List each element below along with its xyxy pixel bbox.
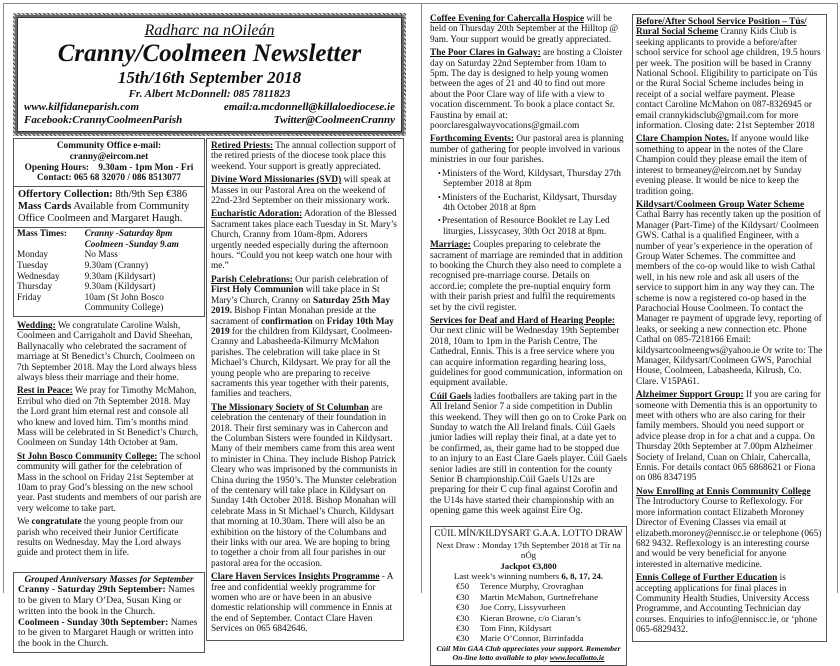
body-text: for the children from Kildysart, Coolmeen-Cranny and Labasheeda-Kilmurry McMahon parishes. The celebration will take place in St Michael’s Church, Kildysart. We pray for all the young people who are preparing to receive sacraments this year together with their parents, families and teachers.	[211, 326, 393, 400]
column-three	[430, 14, 627, 666]
article-heading: Ennis College of Further Education	[636, 573, 778, 584]
body-text: Our pastoral area is planning number of gathering for people involved in various ministries in our four parishes.	[430, 134, 624, 166]
event-item: • Ministers of the Word, Kildysart, Thursday 27th September 2018 at 8pm	[438, 169, 627, 190]
office-hours: Opening Hours: 9.30am - 1pm Mon - Fri	[24, 162, 194, 173]
lotto-footer-text: Cúil Mín GAA Club appreciates your support. Remember On-line lotto available to play	[436, 643, 621, 663]
body-text: Available from Community Office Coolmeen and Margaret Haugh.	[18, 201, 190, 225]
body-text: will take place in St Mary’s Church, Cranny on	[211, 285, 380, 306]
mass-time-row	[17, 250, 201, 261]
irish-title: Radharc na nOileán	[144, 22, 275, 39]
lotto-next-draw: Next Draw : Monday 17th September 2018 at Tír na nÓg	[436, 539, 621, 561]
article	[636, 200, 823, 387]
winner-name: Marie O’Connor, Birrinfadda	[480, 633, 584, 644]
community-office-box	[13, 138, 205, 187]
body-text: The Introductory Course to Reflexology. For more information contact Elizabeth Moroney Director of Evening Classes via email at elizabeth.moroney@enniscc.ie or telephone (065) 682 9432. Reflexology is an interesting course and would be very beneficial for anyone interested in alternative medicine.	[636, 497, 822, 570]
article-heading: Retired Priests:	[211, 141, 274, 151]
anniversary-item	[18, 618, 200, 650]
bold-text: congratulate	[31, 517, 82, 528]
prize-amount: €50	[456, 581, 470, 592]
prize-amount: €30	[456, 622, 470, 633]
mass-times-label: Mass Times:	[17, 229, 68, 240]
prize-amount: €30	[456, 602, 470, 613]
lotto-winner	[456, 613, 623, 623]
winner-name: Tom Finn, Kildysart	[480, 622, 552, 633]
article-heading: Clare Champion Notes.	[636, 134, 730, 145]
article-heading: The Poor Clares in Galway:	[430, 48, 541, 59]
mass-time: 10am (St John Bosco Community College)	[84, 292, 164, 314]
mass-time: 9.30am (Kildysart)	[84, 282, 156, 293]
left-page-content	[13, 13, 406, 653]
article	[430, 134, 627, 165]
body-text: ladies footballers are taking part in the All Ireland Senior 7 a side competition in Dublin this weekend. They will then go on to Croke Park on Sunday to watch the All Ireland finals. Cúil Gaels junior ladies will replay their final, at a date yet to be confirmed, as, their game had to be stopped due to an injury to an East Clare Gaels player. Cúil Gaels senior ladies are still in contention for the county Senior B championship.Cúil Gaels U12s are preparing for their C cup final against Corofin and the U14s have started their championship with an opening game this week against Eire Og.	[430, 391, 627, 517]
priest-contact: Fr. Albert McDonnell: 085 7811823	[128, 88, 291, 100]
locallotto-link[interactable]: www.locallotto.ie	[549, 653, 605, 663]
lotto-footer	[434, 644, 623, 663]
office-email: Community Office e-mail: cranny@eircom.net	[56, 141, 162, 162]
twitter-link[interactable]: Twitter@CoolmeenCranny	[273, 114, 395, 126]
mass-time-row	[17, 261, 201, 272]
website-link[interactable]: www.kilfidaneparish.com	[24, 101, 140, 113]
left-column-articles	[13, 317, 205, 566]
body-text: We	[17, 517, 32, 528]
lotto-box	[430, 526, 627, 666]
lotto-winners	[434, 581, 623, 643]
article-heading: Clare Haven Services Insights Programme	[211, 572, 380, 583]
article	[17, 386, 202, 448]
lotto-jackpot: Jackpot €3,800	[500, 560, 557, 571]
article	[17, 452, 202, 514]
body-text: If anyone would like something to appear in the notes of the Clare Champion could they please email the item of interest to brmeaney@eircom.net by Sunday evening please. It would be nice to keep the tradition going.	[636, 134, 809, 197]
article	[211, 209, 399, 271]
body-text: If you are caring for someone with Dementia this is an opportunity to meet with others who are also caring for their family members. Should you need support or advice please drop in for a chat and a cuppa. On Thursday 20th September at 7.00pm Alzheimer Society of Ireland, Cuan on Chlair, Cahercalla, Ennis. For details contact 065 6868621 or Fiona on 086 8347195	[636, 390, 821, 484]
body-text: The school community will gather for the celebration of Mass in the school on Friday 21st September at 10am to pray God’s blessing on the new school year. Past students and members of our parish are very welcome to take part.	[17, 451, 202, 514]
newsletter-title: Cranny/Coolmeen Newsletter	[57, 40, 362, 67]
body-text: Our next clinic will be Wednesday 19th September 2018, 10am to 1pm in the Parish Centre, The Cathedral, Ennis. This is a free service where you can acquire information regarding hearing loss, guidelines for good communication, information on equipment available.	[430, 326, 623, 389]
article	[430, 240, 627, 313]
body-text: are hosting a Cloister day on Saturday 22nd September from 10am to 5pm. The day is designed to help young women between the ages of 21 and 40 to find out more about the Poor Clare way of life with a view to vocation discernment. To book a place contact Sr. Faustina by email at: poorclaresgalwayvocations@gmail.com	[430, 48, 623, 132]
article-heading: Divine Word Missionaries (SVD)	[211, 175, 342, 186]
body-text: the young people from our parish who received their Junior Certificate results on Wednesday. May the Lord always guide and protect them in life.	[17, 517, 184, 559]
mass-times-table	[17, 229, 201, 314]
lotto-winner	[456, 633, 623, 643]
article	[211, 141, 399, 172]
prize-amount: €30	[456, 591, 470, 602]
article-heading: Parish Celebrations:	[211, 274, 293, 285]
body-text: Adoration of the Blessed Sacrament takes place each Tuesday in St. Mary’s Church, Cranny from 10am-8pm. Adorers urgently needed especially during the afternoon hours. “Could you not keep watch one hour with me.”	[211, 209, 397, 272]
lotto-winner	[456, 602, 623, 612]
lotto-winner	[456, 623, 623, 633]
mass-time: 9.30am (Cranny)	[84, 260, 149, 271]
article	[636, 17, 823, 131]
bold-text: Friday 10th May 2019	[211, 316, 394, 337]
weekend-mass-coolmeen: Coolmeen -Sunday 9.am	[84, 239, 179, 250]
article-heading: Services for Deaf and Hard of Hearing People:	[430, 315, 615, 326]
article	[211, 175, 399, 206]
newsletter-date: 15th/16th September 2018	[117, 68, 302, 87]
article-heading: Forthcoming Events:	[430, 134, 514, 145]
body-text: 8th/9th Sep €386	[112, 189, 188, 201]
winner-name: Terence Murphy, Crovraghan	[480, 581, 584, 592]
body-text: Names to be given to Margaret Haugh or written into the book in the Church.	[18, 616, 198, 650]
column-four-box	[632, 14, 827, 642]
body-text: will be held on Thursday 20th September at the Hilltop @ 9am. Your support would be greatly appreciated.	[430, 14, 619, 45]
right-page-content	[430, 14, 827, 666]
mass-time-row	[17, 293, 201, 314]
winning-numbers: 6, 8, 17, 24.	[561, 570, 604, 581]
column-three-articles	[430, 14, 627, 520]
body-text: are celebration the centenary of their foundation in 2018. Their first seminary was in Cahercon and the Columban Sisters were founded in Kildysart. Many of their members came from this area went to minister in China. They include Bishop Patrick Cleary who was imprisoned by the communists in China during the 1950’s. The Munster celebration of the centenary will take place in Kildysart on Sunday 14th October 2018. Bishop Monahan will celebrate Mass in St Michael’s Church, Kildysart that morning at 10.30am. There will also be an exhibition on the history of the Columbans and their links with our area. We are hoping to bring to together a choir from all four parishes in our pastoral area for the occasion.	[211, 402, 398, 569]
body-text: We congratulate Caroline Walsh, Coolmeen and Carrigaholt and David Sheehan, Ballynacally who celebrated the sacrament of marriage at St Benedict’s Church, Coolmeen on 7th September 2018. May the Lord always bless always bless their marriage and their home.	[17, 320, 197, 383]
body-text: Couples preparing to celebrate the sacrament of marriage are reminded that in addition to booking the Church they also need to complete a recognised pre-marriage course. Details on accord.ie; complete the pre-nuptial enquiry form with their parish priest and fulfil the requirements set by the civil register.	[430, 240, 623, 313]
mass-day: Friday	[17, 292, 42, 303]
article	[211, 275, 399, 400]
numbers-label: Last week’s winning numbers	[453, 570, 562, 581]
article-heading: Wedding:	[17, 320, 56, 331]
bold-text: First Holy Communion	[211, 285, 304, 296]
article-heading: Coffee Evening for Cahercalla Hospice	[430, 14, 585, 24]
bold-text: Cranny - Saturday 29th September:	[18, 584, 166, 596]
article	[430, 14, 627, 45]
article-heading: The Missionary Society of St Columban	[211, 402, 369, 413]
left-page-columns	[13, 138, 406, 653]
article	[430, 48, 627, 131]
article-heading: Marriage:	[430, 240, 471, 251]
bold-text: Mass Cards	[18, 201, 72, 213]
mass-time-row	[17, 272, 201, 283]
mass-time: 9.30am (Kildysart)	[84, 271, 156, 282]
body-text: Bishop Fintan Monahan preside at the sacrament of	[211, 306, 377, 327]
lotto-numbers	[434, 571, 623, 581]
mass-day: Tuesday	[17, 260, 49, 271]
article	[17, 321, 202, 383]
article	[636, 390, 823, 484]
header-border	[13, 13, 406, 136]
winner-name: Joe Corry, Lissyvurheen	[480, 602, 566, 613]
article	[211, 572, 399, 634]
bold-text: Coolmeen - Sunday 30th September:	[18, 616, 169, 628]
event-list	[430, 169, 627, 237]
mass-times-box	[13, 228, 205, 317]
article-heading: Eucharistic Adoration:	[211, 209, 303, 220]
body-text: Cranny Kids Club is seeking applicants to provide a before/after school service for school age children, 19.5 hours per week. The position will be based in Cranny National School. Eligibility to participate on Tús or the Rural Social Scheme includes being in receipt of a social welfare payment. Please contact Caroline McMahon on 087-8326945 or email crannykidsclub@gmail.com for more information. Closing date: 21st September 2018	[636, 27, 821, 132]
weekend-mass-cranny: Cranny -Saturday 8pm	[84, 229, 173, 240]
event-item: • Ministers of the Eucharist, Kildysart, Thursday 4th October 2018 at 8pm	[438, 193, 627, 214]
winner-name: Martin McMahon, Gurtnefrehane	[480, 591, 598, 602]
anniversary-title: Grouped Anniversary Masses for September	[24, 574, 194, 585]
bold-text: Saturday 25th May 2019.	[211, 295, 390, 317]
body-text: is accepting applications for final places in Community Health Studies, University Access Programme, and Accounting Technician day courses. Enquiries to info@enniscc.ie, or ‘phone 065-6829432.	[636, 573, 818, 636]
body-text: - A free and confidential weekly programme for women who are or have been in an abusive domestic relationship will commence in Ennis at the end of September. Contact Clare Haven Services on 065 6842646.	[211, 572, 393, 635]
article-heading: Rest in Peace:	[17, 386, 73, 397]
office-contact: Contact: 065 68 32070 / 086 8513077	[36, 173, 182, 184]
masthead	[15, 15, 404, 134]
body-text: Names to be given to Mary O’Dea, Susan King or written into the book in the Church.	[18, 584, 195, 617]
article	[430, 392, 627, 517]
prize-amount: €30	[456, 612, 470, 623]
mass-time-row	[17, 282, 201, 293]
article-heading: Before/After School Service Position – Tús/ Rural Social Scheme	[636, 17, 807, 38]
event-item: • Presentation of Resource Booklet re Lay Led liturgies, Lissycasey, 30th Oct 2018 at 8pm.	[438, 216, 627, 237]
prize-amount: €30	[456, 633, 470, 644]
middle-column-box	[206, 138, 404, 641]
offertory-box	[13, 187, 205, 228]
lotto-title: CÚIL MÍN/KILDYSART G.A.A. LOTTO DRAW	[434, 528, 623, 539]
mass-day: Monday	[17, 250, 48, 261]
left-column	[13, 138, 205, 653]
article	[636, 487, 823, 570]
article	[636, 134, 823, 196]
body-text: Cathal Barry has recently taken up the position of Manager (Part-Time) of the Kildysart/ Coolmeen GWS. Cathal is a qualified Engineer, with a number of year’s experience in the operation of Group Water Schemes. The committee and members of the co-op would like to wish Cathal well, in his new role and ask all users of the service to support him in any way they can. The scheme is now a registered co-op based in the Parachocial House Coolmeen. To contact the Manager re payment of upgrade levy, reporting of leaks, or seeking a new connection etc. Phone Cathal on 085-7218166 Email: kildysartcoolmeengws@yahoo.ie Or write to: The Manager, Kildysart/Coolmeen GWS, Parochial House, Coolmeen, Labasheeda, Kilrush, Co. Clare. V15PA61.	[636, 210, 823, 387]
article-heading: Now Enrolling at Ennis Community College	[636, 486, 811, 497]
article	[211, 403, 399, 570]
mass-time: No Mass	[84, 250, 118, 261]
facebook-link[interactable]: Facebook:CrannyCoolmeenParish	[24, 114, 183, 126]
article-heading: Cúil Gaels	[430, 391, 472, 402]
mass-day: Wednesday	[17, 271, 60, 282]
body-text: will speak at Masses in our Pastoral Area on the weekend of 22nd-23rd September on their missionary work.	[211, 175, 391, 207]
body-text: Our parish celebration of	[292, 274, 389, 285]
lotto-winner	[456, 592, 623, 602]
body-text: We pray for Timothy McMahon, Erribul who died on 7th September 2018. May the Lord grant him eternal rest and console all who knew and loved him. Tim’s months mind Mass will be celebrated in St Benedict’s Church, Coolmeen on Sunday 14th October at 9am.	[17, 386, 199, 449]
article	[430, 316, 627, 389]
article-heading: Kildysart/Coolmeen Group Water Scheme	[636, 199, 805, 210]
article	[636, 573, 823, 635]
bold-text: confirmation	[261, 316, 313, 327]
email-link[interactable]: email:a.mcdonnell@killaloediocese.ie	[223, 101, 395, 113]
article-heading: Alzheimer Support Group:	[636, 390, 744, 401]
article-heading: St John Bosco Community College:	[17, 451, 158, 462]
mass-day: Thursday	[17, 282, 53, 293]
body-text: on	[312, 316, 327, 327]
article	[17, 517, 202, 559]
anniversary-masses-box	[13, 572, 205, 653]
body-text: The annual collection support of the retired priests of the diocese took place this weekend. Your support is greatly appreciated.	[211, 141, 397, 172]
anniversary-item	[18, 585, 200, 617]
lotto-winner	[456, 581, 623, 591]
bold-text: Offertory Collection:	[18, 189, 113, 201]
winner-name: Kieran Browne, c/o Ciaran’s	[480, 612, 581, 623]
